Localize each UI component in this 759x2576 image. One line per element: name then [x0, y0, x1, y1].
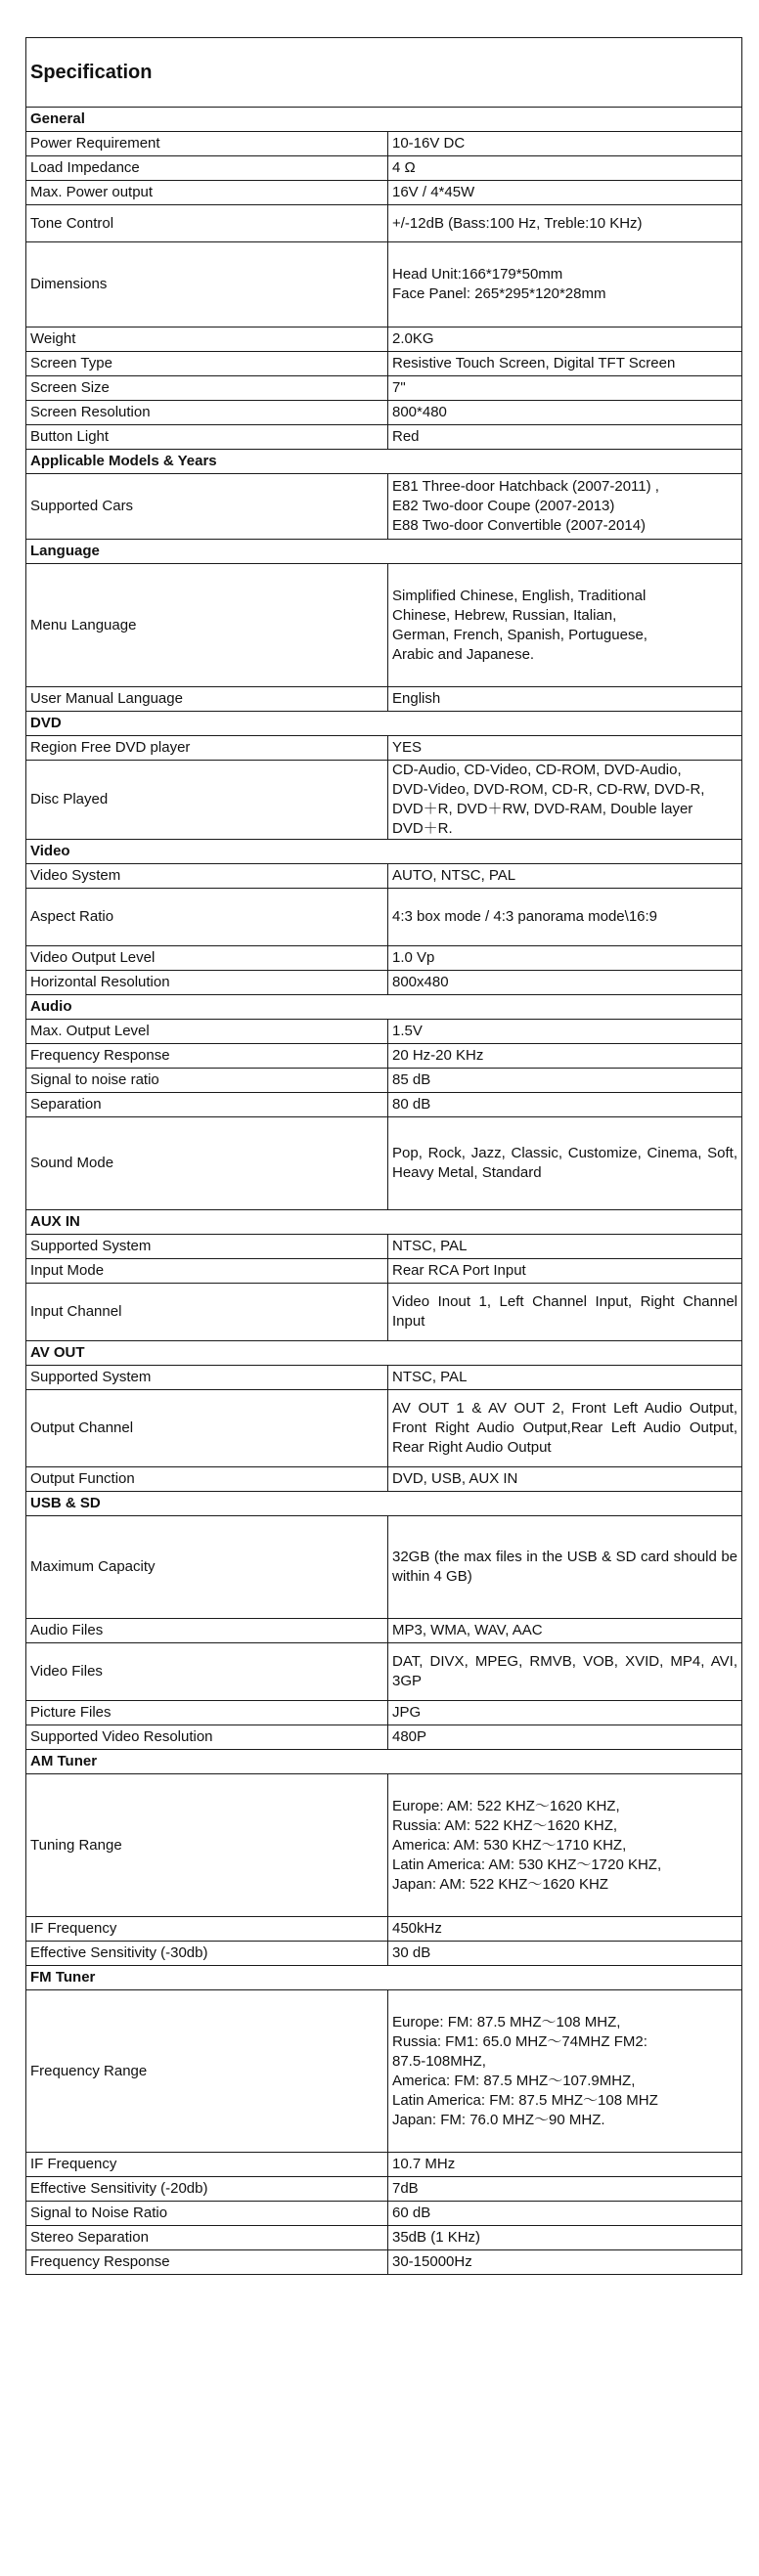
spec-label: Effective Sensitivity (-30db) [26, 1942, 388, 1966]
spec-label: Video System [26, 864, 388, 889]
spec-value: 4:3 box mode / 4:3 panorama mode\16:9 [388, 889, 742, 946]
spec-label: Effective Sensitivity (-20db) [26, 2177, 388, 2202]
spec-label: Screen Resolution [26, 401, 388, 425]
section-heading: DVD [26, 712, 742, 736]
spec-row [26, 156, 742, 181]
spec-label: Signal to Noise Ratio [26, 2202, 388, 2226]
spec-value: 60 dB [388, 2202, 742, 2226]
spec-value: 4 Ω [388, 156, 742, 181]
spec-label: Input Mode [26, 1259, 388, 1284]
section-row [26, 1750, 742, 1774]
section-heading: AM Tuner [26, 1750, 742, 1774]
spec-label: Input Channel [26, 1284, 388, 1341]
spec-value: 32GB (the max files in the USB & SD card should be within 4 GB) [388, 1516, 742, 1619]
spec-value: Video Inout 1, Left Channel Input, Right Channel Input [388, 1284, 742, 1341]
spec-row [26, 761, 742, 840]
spec-row [26, 1093, 742, 1117]
spec-value: 85 dB [388, 1069, 742, 1093]
spec-row [26, 1044, 742, 1069]
spec-label: Load Impedance [26, 156, 388, 181]
spec-value: DVD, USB, AUX IN [388, 1467, 742, 1492]
spec-value: NTSC, PAL [388, 1366, 742, 1390]
spec-row [26, 1619, 742, 1643]
spec-value: 450kHz [388, 1917, 742, 1942]
spec-row [26, 474, 742, 540]
section-row [26, 712, 742, 736]
spec-row [26, 352, 742, 376]
spec-value: Pop, Rock, Jazz, Classic, Customize, Cinema, Soft, Heavy Metal, Standard [388, 1117, 742, 1210]
spec-label: Tone Control [26, 205, 388, 242]
spec-value: JPG [388, 1701, 742, 1725]
spec-label: Supported System [26, 1366, 388, 1390]
spec-label: User Manual Language [26, 687, 388, 712]
spec-row [26, 132, 742, 156]
section-row [26, 1210, 742, 1235]
spec-value: Europe: AM: 522 KHZ～1620 KHZ, Russia: AM: 522 KHZ～1620 KHZ, America: AM: 530 KHZ～1710 KHZ, Latin America: AM: 530 KHZ～1720 KHZ, Japan: AM: 522 KHZ～1620 KHZ [388, 1774, 742, 1917]
spec-row [26, 889, 742, 946]
page-title: Specification [26, 38, 742, 108]
spec-label: Tuning Range [26, 1774, 388, 1917]
spec-value: YES [388, 736, 742, 761]
spec-row [26, 2250, 742, 2275]
spec-label: IF Frequency [26, 2153, 388, 2177]
spec-row [26, 181, 742, 205]
spec-row [26, 1516, 742, 1619]
spec-value: 7dB [388, 2177, 742, 2202]
spec-label: Output Channel [26, 1390, 388, 1467]
spec-row [26, 376, 742, 401]
spec-label: Max. Output Level [26, 1020, 388, 1044]
section-heading: Audio [26, 995, 742, 1020]
spec-label: Button Light [26, 425, 388, 450]
spec-row [26, 564, 742, 687]
spec-row [26, 971, 742, 995]
spec-label: Horizontal Resolution [26, 971, 388, 995]
spec-value: 800x480 [388, 971, 742, 995]
section-row [26, 840, 742, 864]
spec-row [26, 205, 742, 242]
spec-value: 10-16V DC [388, 132, 742, 156]
section-row [26, 450, 742, 474]
spec-value: 30 dB [388, 1942, 742, 1966]
spec-row [26, 242, 742, 327]
spec-row [26, 401, 742, 425]
spec-label: Frequency Response [26, 1044, 388, 1069]
spec-value: Rear RCA Port Input [388, 1259, 742, 1284]
spec-label: Output Function [26, 1467, 388, 1492]
spec-label: Frequency Response [26, 2250, 388, 2275]
spec-label: Disc Played [26, 761, 388, 840]
spec-label: Stereo Separation [26, 2226, 388, 2250]
spec-value: 800*480 [388, 401, 742, 425]
spec-value: 480P [388, 1725, 742, 1750]
spec-row [26, 1942, 742, 1966]
spec-label: IF Frequency [26, 1917, 388, 1942]
section-heading: Video [26, 840, 742, 864]
section-row [26, 540, 742, 564]
specification-table [25, 37, 742, 2275]
spec-row [26, 1725, 742, 1750]
title-row [26, 38, 742, 108]
spec-value: 1.0 Vp [388, 946, 742, 971]
spec-row [26, 2177, 742, 2202]
spec-value: 35dB (1 KHz) [388, 2226, 742, 2250]
spec-value: CD-Audio, CD-Video, CD-ROM, DVD-Audio, DVD-Video, DVD-ROM, CD-R, CD-RW, DVD-R, DVD＋R, DVD＋RW, DVD-RAM, Double layer DVD＋R. [388, 761, 742, 840]
spec-value: 1.5V [388, 1020, 742, 1044]
spec-value: AUTO, NTSC, PAL [388, 864, 742, 889]
spec-value: E81 Three-door Hatchback (2007-2011) , E82 Two-door Coupe (2007-2013) E88 Two-door Convertible (2007-2014) [388, 474, 742, 540]
spec-label: Supported System [26, 1235, 388, 1259]
spec-row [26, 1917, 742, 1942]
spec-value: 10.7 MHz [388, 2153, 742, 2177]
spec-label: Picture Files [26, 1701, 388, 1725]
spec-row [26, 1390, 742, 1467]
spec-label: Power Requirement [26, 132, 388, 156]
spec-row [26, 1259, 742, 1284]
spec-label: Aspect Ratio [26, 889, 388, 946]
spec-row [26, 1069, 742, 1093]
spec-label: Frequency Range [26, 1990, 388, 2153]
spec-label: Maximum Capacity [26, 1516, 388, 1619]
spec-value: Red [388, 425, 742, 450]
spec-label: Video Files [26, 1643, 388, 1701]
section-row [26, 108, 742, 132]
spec-label: Signal to noise ratio [26, 1069, 388, 1093]
spec-row [26, 425, 742, 450]
section-row [26, 1492, 742, 1516]
spec-row [26, 1643, 742, 1701]
spec-value: Simplified Chinese, English, Traditional Chinese, Hebrew, Russian, Italian, German, French, Spanish, Portuguese, Arabic and Japanese. [388, 564, 742, 687]
spec-value: 2.0KG [388, 327, 742, 352]
spec-row [26, 946, 742, 971]
spec-value: Head Unit:166*179*50mm Face Panel: 265*295*120*28mm [388, 242, 742, 327]
spec-label: Sound Mode [26, 1117, 388, 1210]
spec-label: Region Free DVD player [26, 736, 388, 761]
spec-label: Menu Language [26, 564, 388, 687]
spec-value: 80 dB [388, 1093, 742, 1117]
spec-value: English [388, 687, 742, 712]
section-row [26, 1966, 742, 1990]
spec-value: 16V / 4*45W [388, 181, 742, 205]
spec-row [26, 687, 742, 712]
spec-row [26, 864, 742, 889]
spec-value: Europe: FM: 87.5 MHZ～108 MHZ, Russia: FM1: 65.0 MHZ～74MHZ FM2: 87.5-108MHZ, America: FM: 87.5 MHZ～107.9MHZ, Latin America: FM: 87.5 MHZ～108 MHZ Japan: FM: 76.0 MHZ～90 MHZ. [388, 1990, 742, 2153]
specification-table-body [26, 38, 742, 2275]
spec-row [26, 736, 742, 761]
spec-row [26, 2202, 742, 2226]
spec-value: 20 Hz-20 KHz [388, 1044, 742, 1069]
section-row [26, 1341, 742, 1366]
spec-row [26, 1366, 742, 1390]
spec-label: Weight [26, 327, 388, 352]
spec-row [26, 1117, 742, 1210]
spec-label: Audio Files [26, 1619, 388, 1643]
section-heading: Applicable Models & Years [26, 450, 742, 474]
spec-row [26, 2153, 742, 2177]
spec-row [26, 2226, 742, 2250]
section-heading: Language [26, 540, 742, 564]
spec-label: Dimensions [26, 242, 388, 327]
spec-row [26, 1990, 742, 2153]
section-heading: General [26, 108, 742, 132]
spec-value: AV OUT 1 & AV OUT 2, Front Left Audio Output, Front Right Audio Output,Rear Left Audio Output, Rear Right Audio Output [388, 1390, 742, 1467]
spec-label: Video Output Level [26, 946, 388, 971]
spec-value: NTSC, PAL [388, 1235, 742, 1259]
spec-label: Separation [26, 1093, 388, 1117]
spec-value: Resistive Touch Screen, Digital TFT Screen [388, 352, 742, 376]
spec-row [26, 1774, 742, 1917]
spec-row [26, 1284, 742, 1341]
spec-row [26, 327, 742, 352]
section-heading: AUX IN [26, 1210, 742, 1235]
spec-label: Max. Power output [26, 181, 388, 205]
spec-label: Supported Video Resolution [26, 1725, 388, 1750]
spec-row [26, 1701, 742, 1725]
spec-value: 7" [388, 376, 742, 401]
spec-label: Screen Type [26, 352, 388, 376]
spec-value: +/-12dB (Bass:100 Hz, Treble:10 KHz) [388, 205, 742, 242]
spec-value: 30-15000Hz [388, 2250, 742, 2275]
spec-row [26, 1020, 742, 1044]
spec-row [26, 1235, 742, 1259]
spec-value: DAT, DIVX, MPEG, RMVB, VOB, XVID, MP4, AVI, 3GP [388, 1643, 742, 1701]
spec-label: Screen Size [26, 376, 388, 401]
section-row [26, 995, 742, 1020]
section-heading: AV OUT [26, 1341, 742, 1366]
section-heading: USB & SD [26, 1492, 742, 1516]
spec-row [26, 1467, 742, 1492]
spec-value: MP3, WMA, WAV, AAC [388, 1619, 742, 1643]
spec-label: Supported Cars [26, 474, 388, 540]
section-heading: FM Tuner [26, 1966, 742, 1990]
